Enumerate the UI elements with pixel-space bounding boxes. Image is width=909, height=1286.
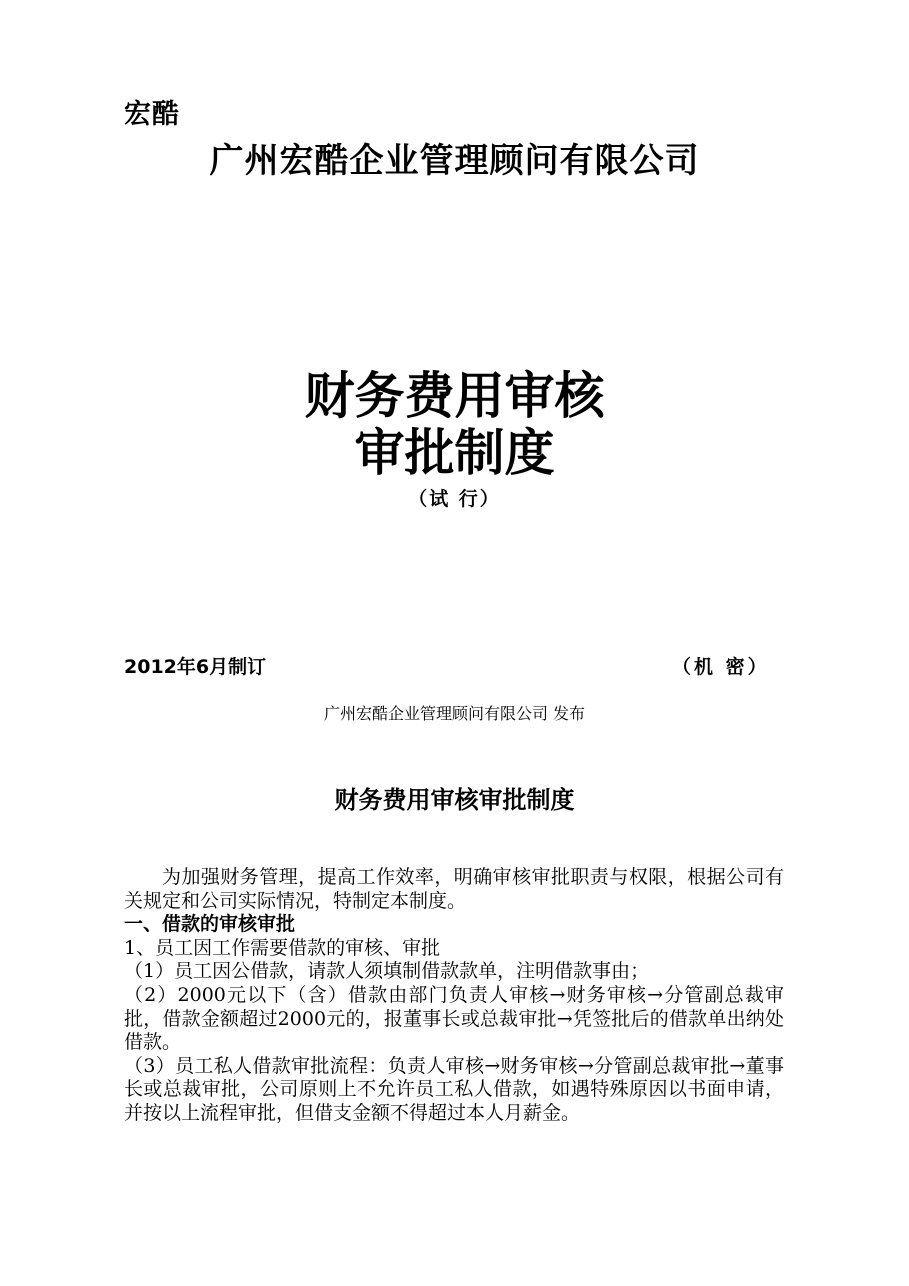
item-title: 1、员工因工作需要借款的审核、审批 <box>124 936 441 959</box>
confidential-label: （机 密） <box>672 656 770 678</box>
made-date: 2012年6月制订 <box>124 656 267 678</box>
company-name-title: 广州宏酷企业管理顾问有限公司 <box>209 141 700 181</box>
document-title-line1: 财务费用审核 <box>304 366 605 425</box>
document-body <box>124 866 784 1126</box>
brand-logo-text: 宏酷 <box>124 99 180 130</box>
document-title-line2: 审批制度 <box>354 423 555 482</box>
list-item: （1）员工因公借款，请款人须填制借款款单，注明借款事由； <box>124 960 650 983</box>
document-heading: 财务费用审核审批制度 <box>334 786 575 814</box>
trial-label: （试 行） <box>408 488 501 510</box>
list-item: （3）员工私人借款审批流程：负责人审核→财务审核→分管副总裁审批→董事长或总裁审批，公司原则上不允许员工私人借款，如遇特殊原因以书面申请，并按以上流程审批，但借支金额不得超过本人月薪金。 <box>124 1054 784 1124</box>
list-item: （2）2000元以下（含）借款由部门负责人审核→财务审核→分管副总裁审批，借款金额超过2000元的，报董事长或总裁审批→凭签批后的借款单出纳处借款。 <box>124 983 784 1054</box>
section-title: 一、借款的审核审批 <box>124 913 296 936</box>
publisher-line: 广州宏酷企业管理顾问有限公司 发布 <box>323 704 586 723</box>
intro-paragraph: 为加强财务管理，提高工作效率，明确审核审批职责与权限，根据公司有关规定和公司实际情况，特制定本制度。 <box>124 866 784 912</box>
